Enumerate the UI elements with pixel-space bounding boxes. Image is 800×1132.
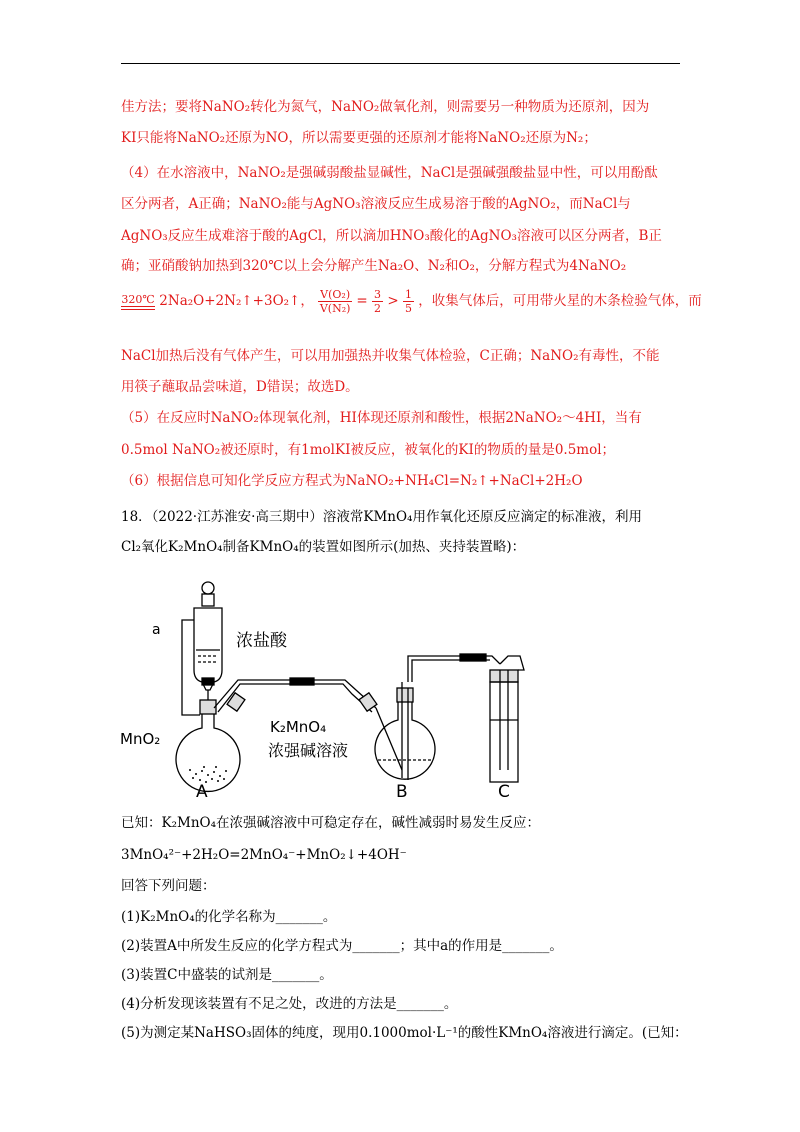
question-18-line-1: 18．（2022·江苏淮安·高三期中）溶液常KMnO₄用作氧化还原反应滴定的标准液，利用 (121, 509, 642, 525)
fraction-1-5 (403, 288, 414, 315)
bottle-c (490, 682, 518, 782)
fraction3-numerator: 1 (404, 288, 412, 301)
answer-line-6: 确；亚硝酸钠加热到320℃以上会分解产生Na₂O、N₂和O₂，分解方程式为4NaNO₂ (121, 258, 627, 274)
answer-line-4: 区分两者，A正确；NaNO₂能与AgNO₃溶液反应生成易溶于酸的AgNO₂，而NaCl与 (121, 196, 631, 212)
joint-a (227, 693, 245, 711)
pressure-tube-a (182, 620, 200, 715)
greater-sign: > (387, 293, 399, 309)
label-C: C (498, 782, 510, 802)
answer-line-1: 佳方法；要将NaNO₂转化为氮气，NaNO₂做氧化剂，则需要另一种物质为还原剂，因为 (121, 99, 650, 115)
apparatus-diagram (120, 570, 550, 810)
fraction-3-2 (372, 288, 383, 315)
fraction-numerator: V(O₂) (320, 288, 351, 301)
answer-line-5: AgNO₃反应生成难溶于酸的AgCl，所以滴加HNO₃酸化的AgNO₃溶液可以区分两者，B正 (121, 228, 662, 244)
fraction2-numerator: 3 (374, 288, 382, 301)
subquestion-3: (3)装置C中盛装的试剂是_______。 (121, 967, 333, 983)
flask-b-stopper (397, 688, 413, 702)
label-strong-alkali: 浓强碱溶液 (268, 741, 349, 760)
answer-line-11: 0.5mol NaNO₂被还原时，有1molKI被反应，被氧化的KI的物质的量是0.5mol； (121, 442, 616, 458)
flask-a-stopper (200, 700, 216, 714)
equation-products: 2Na₂O+2N₂↑+3O₂↑， (159, 293, 314, 309)
volume-ratio-fraction (318, 288, 352, 315)
fraction-denominator: V(N₂) (319, 302, 351, 315)
flask-b (375, 700, 435, 779)
known-line-1: 已知：K₂MnO₄在浓强碱溶液中可稳定存在，碱性减弱时易发生反应： (121, 815, 540, 831)
answer-prompt: 回答下列问题： (121, 878, 216, 894)
flask-a (176, 714, 240, 791)
mno2-powder (189, 766, 227, 783)
answer-line-7 (121, 288, 702, 315)
subquestion-5: (5)为测定某NaHSO₃固体的纯度，现用0.1000mol·L⁻¹的酸性KMnO₄溶液进行滴定。(已知： (121, 1025, 688, 1041)
answer-line-12: （6）根据信息可知化学反应方程式为NaNO₂+NH₄Cl=N₂↑+NaCl+2H₂O (121, 473, 583, 489)
question-18-line-2: Cl₂氧化K₂MnO₄制备KMnO₄的装置如图所示(加热、夹持装置略)： (121, 539, 526, 555)
funnel-neck (202, 594, 214, 606)
label-concentrated-hcl: 浓盐酸 (236, 631, 287, 651)
equation-condition (121, 294, 155, 310)
answer-line-9: 用筷子蘸取品尝味道，D错误；故选D。 (121, 379, 359, 395)
header-rule (121, 63, 680, 64)
answer-line-10: （5）在反应时NaNO₂体现氧化剂，HI体现还原剂和酸性，根据2NaNO₂～4HI，当有 (121, 410, 642, 426)
label-k2mno4: K₂MnO₄ (270, 718, 327, 736)
answer-line-3: （4）在水溶液中，NaNO₂是强碱弱酸盐显碱性，NaCl是强碱强酸盐显中性，可以用酚酞 (121, 165, 658, 181)
funnel-stopper (202, 582, 214, 594)
apparatus-drawing (140, 570, 550, 810)
equation-condition-text: 320℃ (121, 292, 155, 306)
label-A: A (196, 782, 208, 802)
fraction2-denominator: 2 (374, 302, 382, 315)
bend-to-c (500, 656, 524, 670)
answer-line-2: KI只能将NaNO₂还原为NO，所以需要更强的还原剂才能将NaNO₂还原为N₂； (121, 130, 597, 146)
fraction3-denominator: 5 (404, 302, 412, 315)
subquestion-4: (4)分析发现该装置有不足之处，改进的方法是_______。 (121, 996, 458, 1012)
subquestion-1: (1)K₂MnO₄的化学名称为_______。 (121, 909, 337, 925)
known-equation: 3MnO₄²⁻+2H₂O=2MnO₄⁻+MnO₂↓+4OH⁻ (121, 847, 407, 863)
rubber-connector-2 (460, 654, 486, 661)
label-a: a (152, 622, 161, 638)
equals-sign: = (356, 293, 368, 309)
stopcock (202, 678, 214, 685)
answer-line-7-tail: ，收集气体后，可用带火星的木条检验气体，而 (418, 293, 702, 309)
equation-arrow (121, 306, 155, 310)
rubber-connector-1 (290, 678, 314, 685)
answer-line-8: NaCl加热后没有气体产生，可以用加强热并收集气体检验，C正确；NaNO₂有毒性，不能 (121, 348, 660, 364)
label-mno2: MnO₂ (120, 730, 161, 748)
subquestion-2: (2)装置A中所发生反应的化学方程式为_______；其中a的作用是_______。 (121, 938, 563, 954)
bottle-c-stopper (490, 670, 518, 682)
label-B: B (396, 782, 408, 802)
